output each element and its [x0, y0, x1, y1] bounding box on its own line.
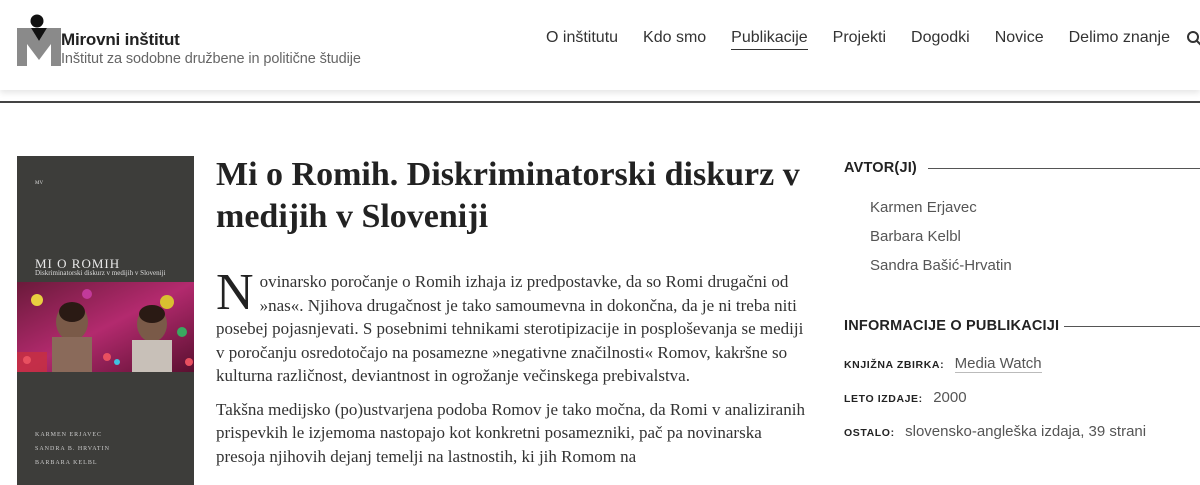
info-year-row: [844, 389, 967, 407]
nav-kdo-smo[interactable]: Kdo smo: [643, 29, 707, 46]
cover-title: MI O ROMIH: [35, 256, 121, 271]
authors-heading: AVTOR(JI): [844, 160, 917, 176]
cover-publisher-mark: MV: [35, 181, 44, 186]
article-paragraph: [216, 264, 806, 388]
cover-subtitle: Diskriminatorski diskurz v medijih v Sloveniji: [35, 269, 166, 277]
nav-projekti[interactable]: Projekti: [832, 29, 887, 46]
cover-authors: [35, 428, 110, 470]
nav-dogodki[interactable]: Dogodki: [911, 29, 970, 46]
search-icon[interactable]: [1186, 30, 1200, 46]
info-heading-rule: [1064, 326, 1200, 327]
site-header: [0, 0, 1200, 90]
author-link[interactable]: Barbara Kelbl: [870, 228, 961, 245]
year-value: 2000: [933, 389, 967, 406]
drop-cap: N: [216, 264, 254, 321]
logo-mark-icon: [17, 14, 61, 66]
publication-title: Mi o Romih. Diskriminatorski diskurz v medijih v Sloveniji: [216, 156, 800, 235]
info-heading: INFORMACIJE O PUBLIKACIJI: [844, 318, 1060, 334]
main-nav: [546, 27, 1195, 50]
author-link[interactable]: Karmen Erjavec: [870, 199, 977, 216]
other-value: slovensko-angleška izdaja, 39 strani: [905, 423, 1147, 440]
year-label: LETO IZDAJE:: [844, 393, 923, 405]
nav-o-institutu[interactable]: O inštitutu: [546, 29, 619, 46]
info-other-row: [844, 423, 1146, 441]
info-collection-row: [844, 355, 1042, 373]
nav-novice[interactable]: Novice: [994, 29, 1044, 46]
logo-name: Mirovni inštitut: [61, 30, 180, 49]
site-logo[interactable]: [17, 14, 417, 74]
collection-label: KNJIŽNA ZBIRKA:: [844, 359, 945, 371]
article-paragraph: Takšna medijsko (po)ustvarjena podoba Romov je tako močna, da Romi v analiziranih prispevkih le izjemoma nastopajo kot konkretni posamezniki, pač pa novinarska presoja njihovih dejanj temelji na lastnostih, ki jih Romom na: [216, 399, 805, 466]
cover-author: BARBARA KELBL: [35, 460, 98, 466]
cover-author: KARMEN ERJAVEC: [35, 432, 103, 438]
nav-delimo-znanje[interactable]: Delimo znanje: [1068, 29, 1171, 46]
book-cover[interactable]: [17, 156, 194, 485]
paragraph-text: ovinarsko poročanje o Romih izhaja iz predpostavke, da so Romi drugačni od »nas«. Njihova drugačnost je tako samoumevna in dokončna, da je ni treba niti posebej pojasnjevati. S posebnimi tehnikami sterotipizacije in posploševanja se mediji v poročanju osredotočajo na posamezne »negativne značilnosti« Romov, kakršne so kulturna različnost, deviantnost in ogrožanje večinskega prebivalstva.: [216, 272, 804, 385]
cover-author: SANDRA B. HRVATIN: [35, 446, 110, 452]
authors-heading-rule: [928, 168, 1200, 169]
article-body: [216, 264, 806, 478]
collection-link[interactable]: Media Watch: [954, 355, 1042, 372]
logo-subtitle: Inštitut za sodobne družbene in politične študije: [61, 51, 361, 67]
header-divider: [0, 101, 1200, 103]
author-link[interactable]: Sandra Bašić-Hrvatin: [870, 257, 1012, 274]
other-label: OSTALO:: [844, 427, 895, 439]
cover-photo: [17, 282, 194, 372]
nav-publikacije[interactable]: Publikacije: [731, 27, 807, 50]
